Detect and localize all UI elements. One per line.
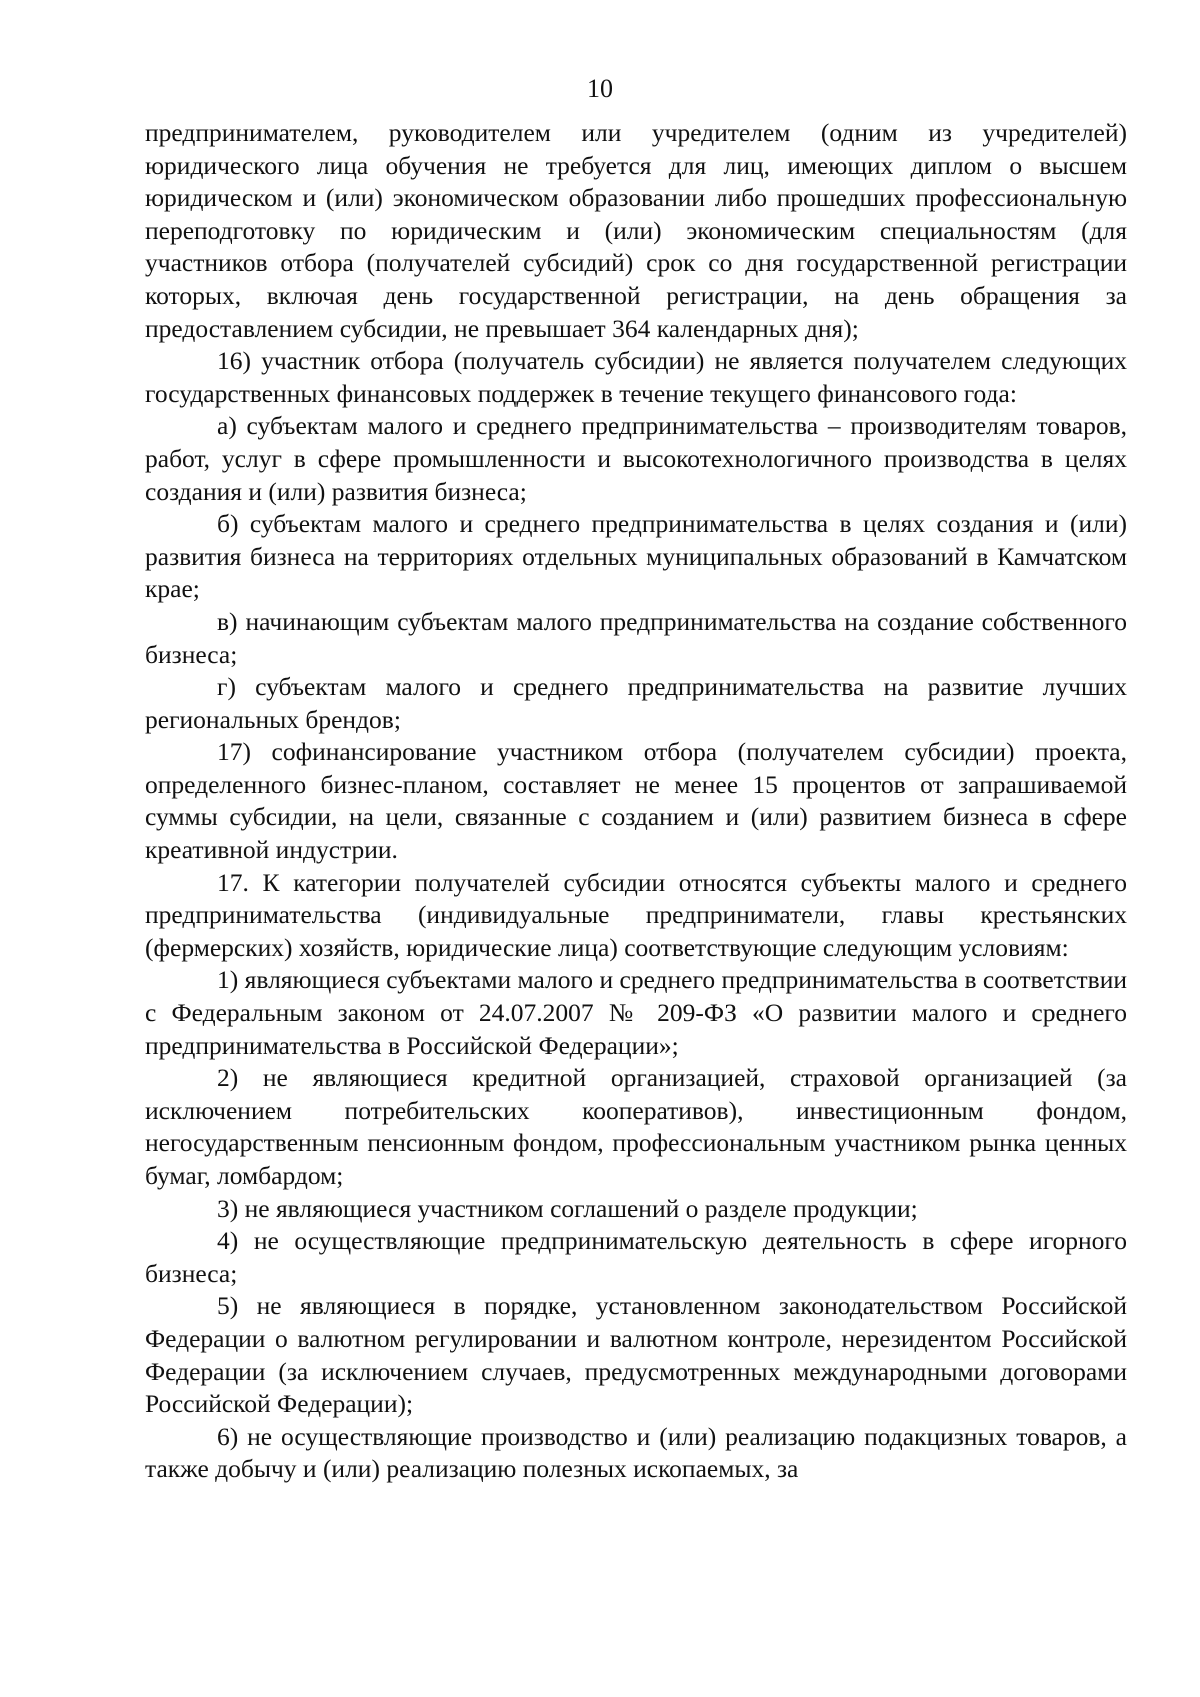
paragraph-subitem-a: а) субъектам малого и среднего предпринимательства – производителям товаров, работ, услуг в сфере промышленности и высокотехнологичного производства в целях создания и (или) развития бизнеса;: [145, 411, 1127, 506]
paragraph-condition-3: 3) не являющиеся участником соглашений о разделе продукции;: [217, 1193, 918, 1223]
paragraph-subitem-b: б) субъектам малого и среднего предпринимательства в целях создания и (или) развития бизнеса на территориях отдельных муниципальных образований в Камчатском крае;: [145, 509, 1127, 604]
document-body: [145, 117, 1127, 1486]
page-number: 10: [587, 74, 613, 103]
paragraph-condition-5: 5) не являющиеся в порядке, установленном законодательством Российской Федерации о валютном регулировании и валютном контроле, нерезидентом Российской Федерации (за исключением случаев, предусмотренных международными договорами Российской Федерации);: [145, 1291, 1127, 1419]
paragraph-subitem-v: в) начинающим субъектам малого предпринимательства на создание собственного бизнеса;: [145, 606, 1127, 669]
paragraph-continuation: предпринимателем, руководителем или учредителем (одним из учредителей) юридического лица обучения не требуется для лиц, имеющих диплом о высшем юридическом и (или) экономическом образовании либо прошедших профессиональную переподготовку по юридическим и (или) экономическим специальностям (для участников отбора (получателей субсидий) срок со дня государственной регистрации которых, включая день государственной регистрации, на день обращения за предоставлением субсидии, не превышает 364 календарных дня);: [145, 118, 1127, 343]
paragraph-item-16: 16) участник отбора (получатель субсидии) не является получателем следующих государственных финансовых поддержек в течение текущего финансового года:: [145, 346, 1127, 408]
paragraph-condition-1: 1) являющиеся субъектами малого и среднего предпринимательства в соответствии с Федеральным законом от 24.07.2007 № 209-ФЗ «О развитии малого и среднего предпринимательства в Российской Федерации»;: [145, 965, 1127, 1060]
paragraph-item-17: 17) софинансирование участником отбора (получателем субсидии) проекта, определенного бизнес-планом, составляет не менее 15 процентов от запрашиваемой суммы субсидии, на цели, связанные с созданием и (или) развитием бизнеса в сфере креативной индустрии.: [145, 737, 1127, 865]
paragraph-condition-6: 6) не осуществляющие производство и (или) реализацию подакцизных товаров, а также добычу и (или) реализацию полезных ископаемых, за: [145, 1421, 1127, 1484]
paragraph-condition-4: 4) не осуществляющие предпринимательскую деятельность в сфере игорного бизнеса;: [145, 1226, 1127, 1288]
paragraph-section-17: 17. К категории получателей субсидии относятся субъекты малого и среднего предпринимательства (индивидуальные предприниматели, главы крестьянских (фермерских) хозяйств, юридические лица) соответствующие следующим условиям:: [145, 867, 1127, 962]
paragraph-condition-2: 2) не являющиеся кредитной организацией, страховой организацией (за исключением потребительских кооперативов), инвестиционным фондом, негосударственным пенсионным фондом, профессиональным участником рынка ценных бумаг, ломбардом;: [145, 1063, 1127, 1190]
paragraph-subitem-g: г) субъектам малого и среднего предпринимательства на развитие лучших региональных брендов;: [145, 672, 1127, 734]
